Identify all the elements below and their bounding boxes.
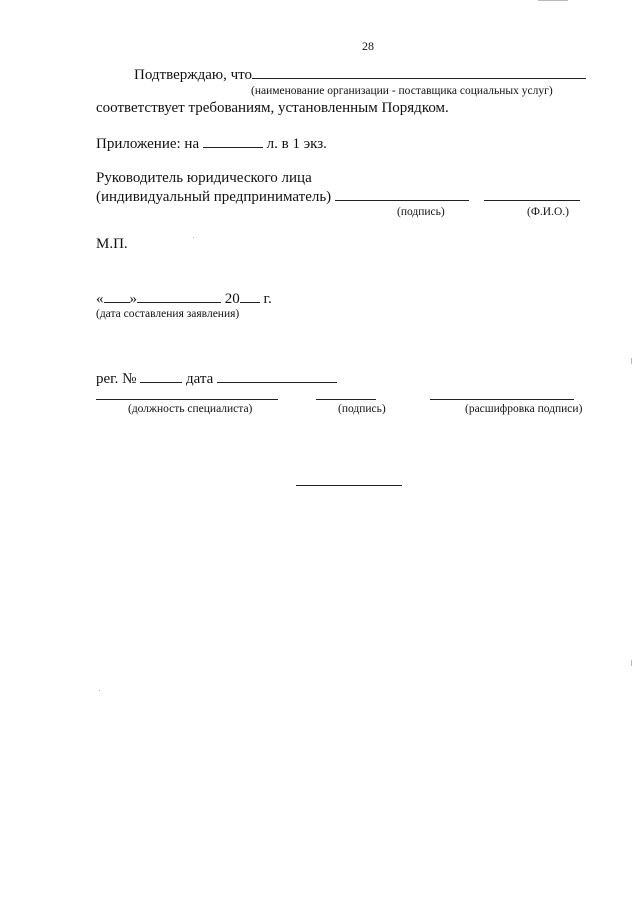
- head-signature-field[interactable]: [335, 188, 469, 201]
- head-title-line2-text: (индивидуальный предприниматель): [96, 189, 332, 205]
- attachment-prefix: Приложение: на: [96, 136, 200, 152]
- specialist-position-caption: (должность специалиста): [128, 403, 253, 415]
- head-name-caption: (Ф.И.О.): [527, 206, 569, 218]
- specialist-decode-field[interactable]: [430, 399, 574, 400]
- date-month-field[interactable]: [137, 290, 221, 303]
- closing-separator: [296, 485, 402, 486]
- attachment-pages-field[interactable]: [203, 135, 263, 148]
- date-year-field[interactable]: [240, 290, 260, 303]
- scan-edge-mark: [631, 358, 632, 364]
- page-number: 28: [362, 39, 374, 53]
- attachment-line: [96, 135, 327, 153]
- organization-caption: (наименование организации - поставщика социальных услуг): [251, 85, 553, 97]
- head-name-field[interactable]: [484, 188, 580, 201]
- organization-name-field[interactable]: [252, 66, 586, 79]
- confirm-line: [134, 66, 586, 84]
- reg-number-label: рег. №: [96, 371, 137, 387]
- head-title-line2: [96, 188, 580, 206]
- scan-edge-mark: [631, 660, 632, 666]
- date-quote-close: »: [129, 291, 137, 307]
- specialist-position-field[interactable]: [96, 399, 278, 400]
- stamp-placeholder: М.П.: [96, 236, 128, 252]
- date-day-field[interactable]: [104, 290, 130, 303]
- attachment-suffix: л. в 1 экз.: [266, 136, 327, 152]
- specialist-signature-caption: (подпись): [338, 403, 386, 415]
- specialist-decode-caption: (расшифровка подписи): [465, 403, 583, 415]
- reg-number-field[interactable]: [140, 370, 182, 383]
- scan-artifact: [538, 0, 568, 1]
- date-year-suffix: г.: [263, 291, 272, 307]
- head-signature-caption: (подпись): [397, 206, 445, 218]
- reg-date-field[interactable]: [217, 370, 337, 383]
- date-line: [96, 290, 272, 308]
- confirm-continuation: соответствует требованиям, установленным Порядком.: [96, 100, 449, 116]
- specialist-signature-field[interactable]: [316, 399, 376, 400]
- date-quote-open: «: [96, 291, 104, 307]
- reg-date-label: дата: [185, 371, 214, 387]
- scan-dot: [99, 690, 100, 691]
- head-title-line1: Руководитель юридического лица: [96, 170, 312, 186]
- date-caption: (дата составления заявления): [96, 308, 240, 320]
- confirm-label: Подтверждаю, что: [134, 67, 253, 83]
- registration-line: [96, 370, 337, 388]
- date-year-prefix: 20: [224, 291, 240, 307]
- scan-dot: [193, 237, 194, 238]
